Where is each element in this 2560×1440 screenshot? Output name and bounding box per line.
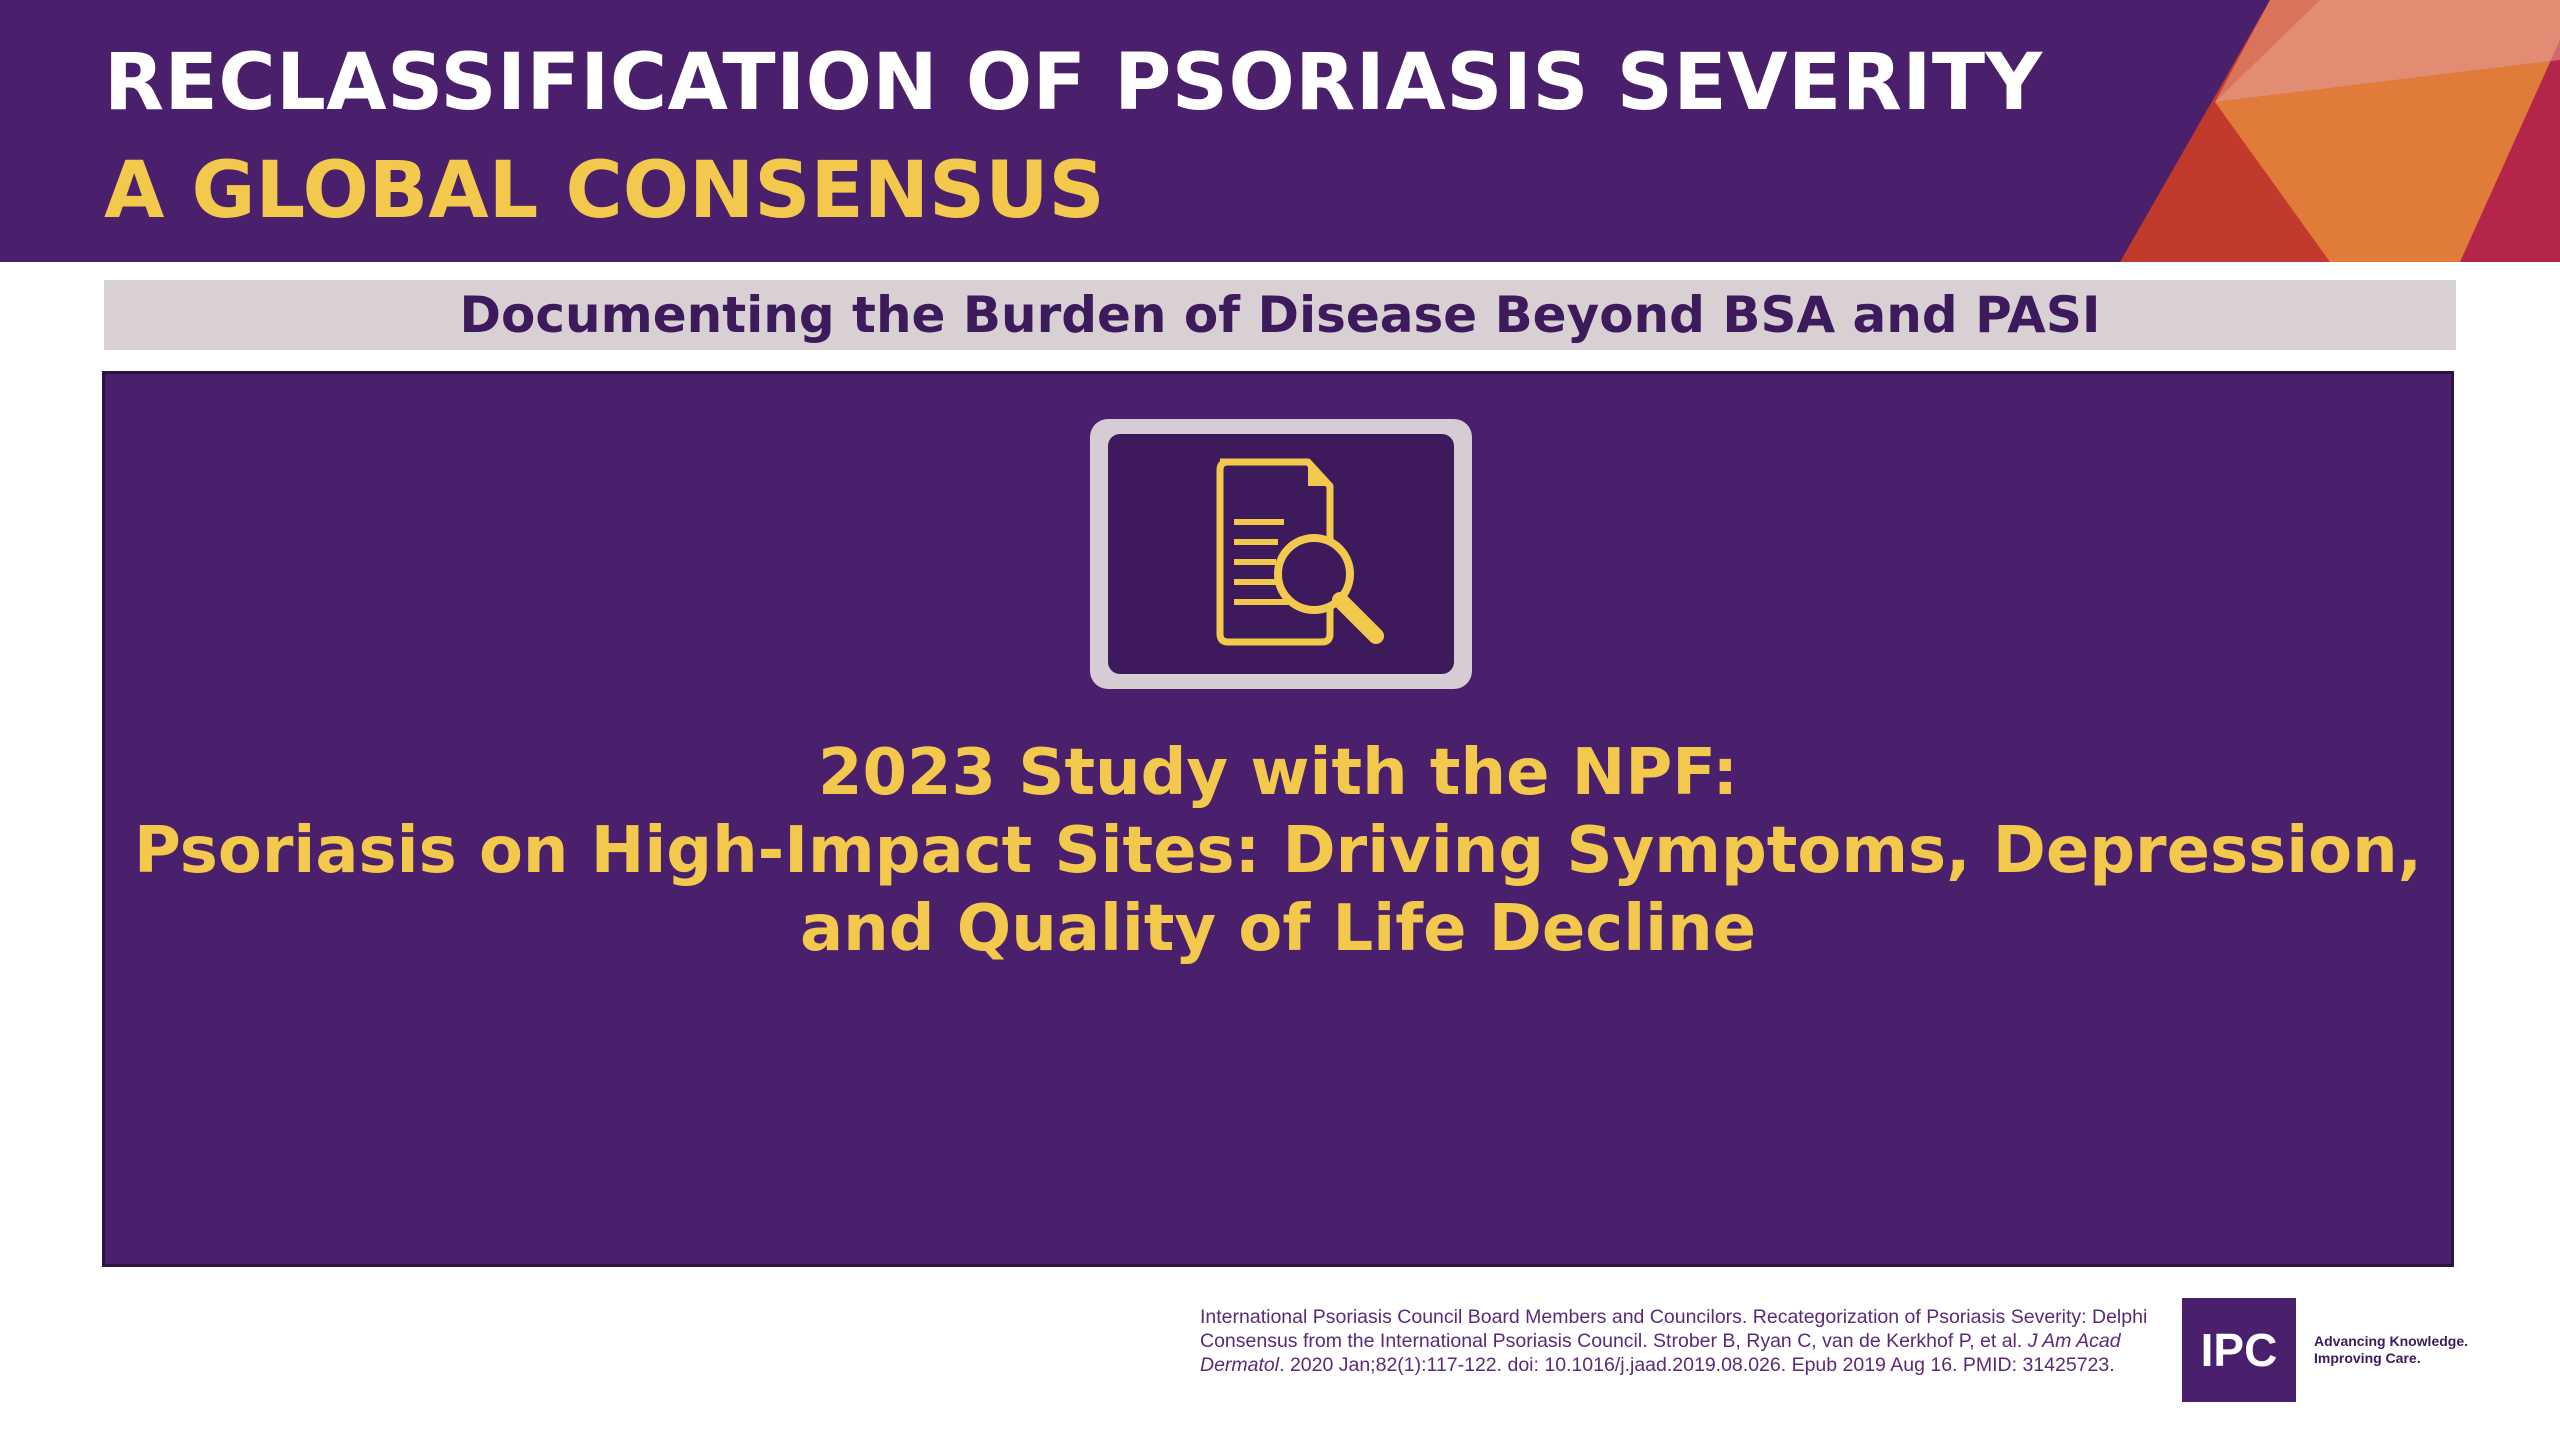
logo-text: IPC (2200, 1324, 2278, 1376)
content-panel (102, 371, 2454, 1267)
header-band (0, 0, 2560, 262)
decorative-triangles-graphic (2120, 0, 2560, 262)
section-subtitle-bar (104, 280, 2456, 350)
citation-authors: International Psoriasis Council Board Members and Councilors. Recategorization of Psoriasis Severity: Delphi Consensus from the International Psoriasis Council. Strober B, Ryan C, van de Kerkhof P, et al. (1200, 1306, 2148, 1352)
citation-text (1200, 1305, 2180, 1377)
document-search-icon (1108, 434, 1454, 674)
icon-background (1108, 434, 1454, 674)
study-title-line-1: 2023 Study with the NPF: (817, 736, 1739, 810)
citation-journal: J Am Acad Dermatol (1200, 1330, 2121, 1376)
logo-tagline (2314, 1333, 2468, 1367)
ipc-logo (2182, 1298, 2296, 1402)
citation-details: . 2020 Jan;82(1):117-122. doi: 10.1016/j.jaad.2019.08.026. Epub 2019 Aug 16. PMID: 31425723. (1279, 1354, 2115, 1376)
slide-subtitle: A GLOBAL CONSENSUS (104, 146, 1105, 236)
slide-title: RECLASSIFICATION OF PSORIASIS SEVERITY (104, 38, 2043, 128)
tagline-line-1: Advancing Knowledge. (2314, 1333, 2469, 1349)
study-title (105, 734, 2451, 968)
section-subtitle: Documenting the Burden of Disease Beyond BSA and PASI (459, 286, 2101, 344)
icon-frame (1090, 419, 1472, 689)
study-title-line-2: Psoriasis on High-Impact Sites: Driving Symptoms, Depression, (134, 814, 2422, 888)
tagline-line-2: Improving Care. (2314, 1350, 2421, 1366)
study-title-line-3: and Quality of Life Decline (799, 892, 1757, 966)
